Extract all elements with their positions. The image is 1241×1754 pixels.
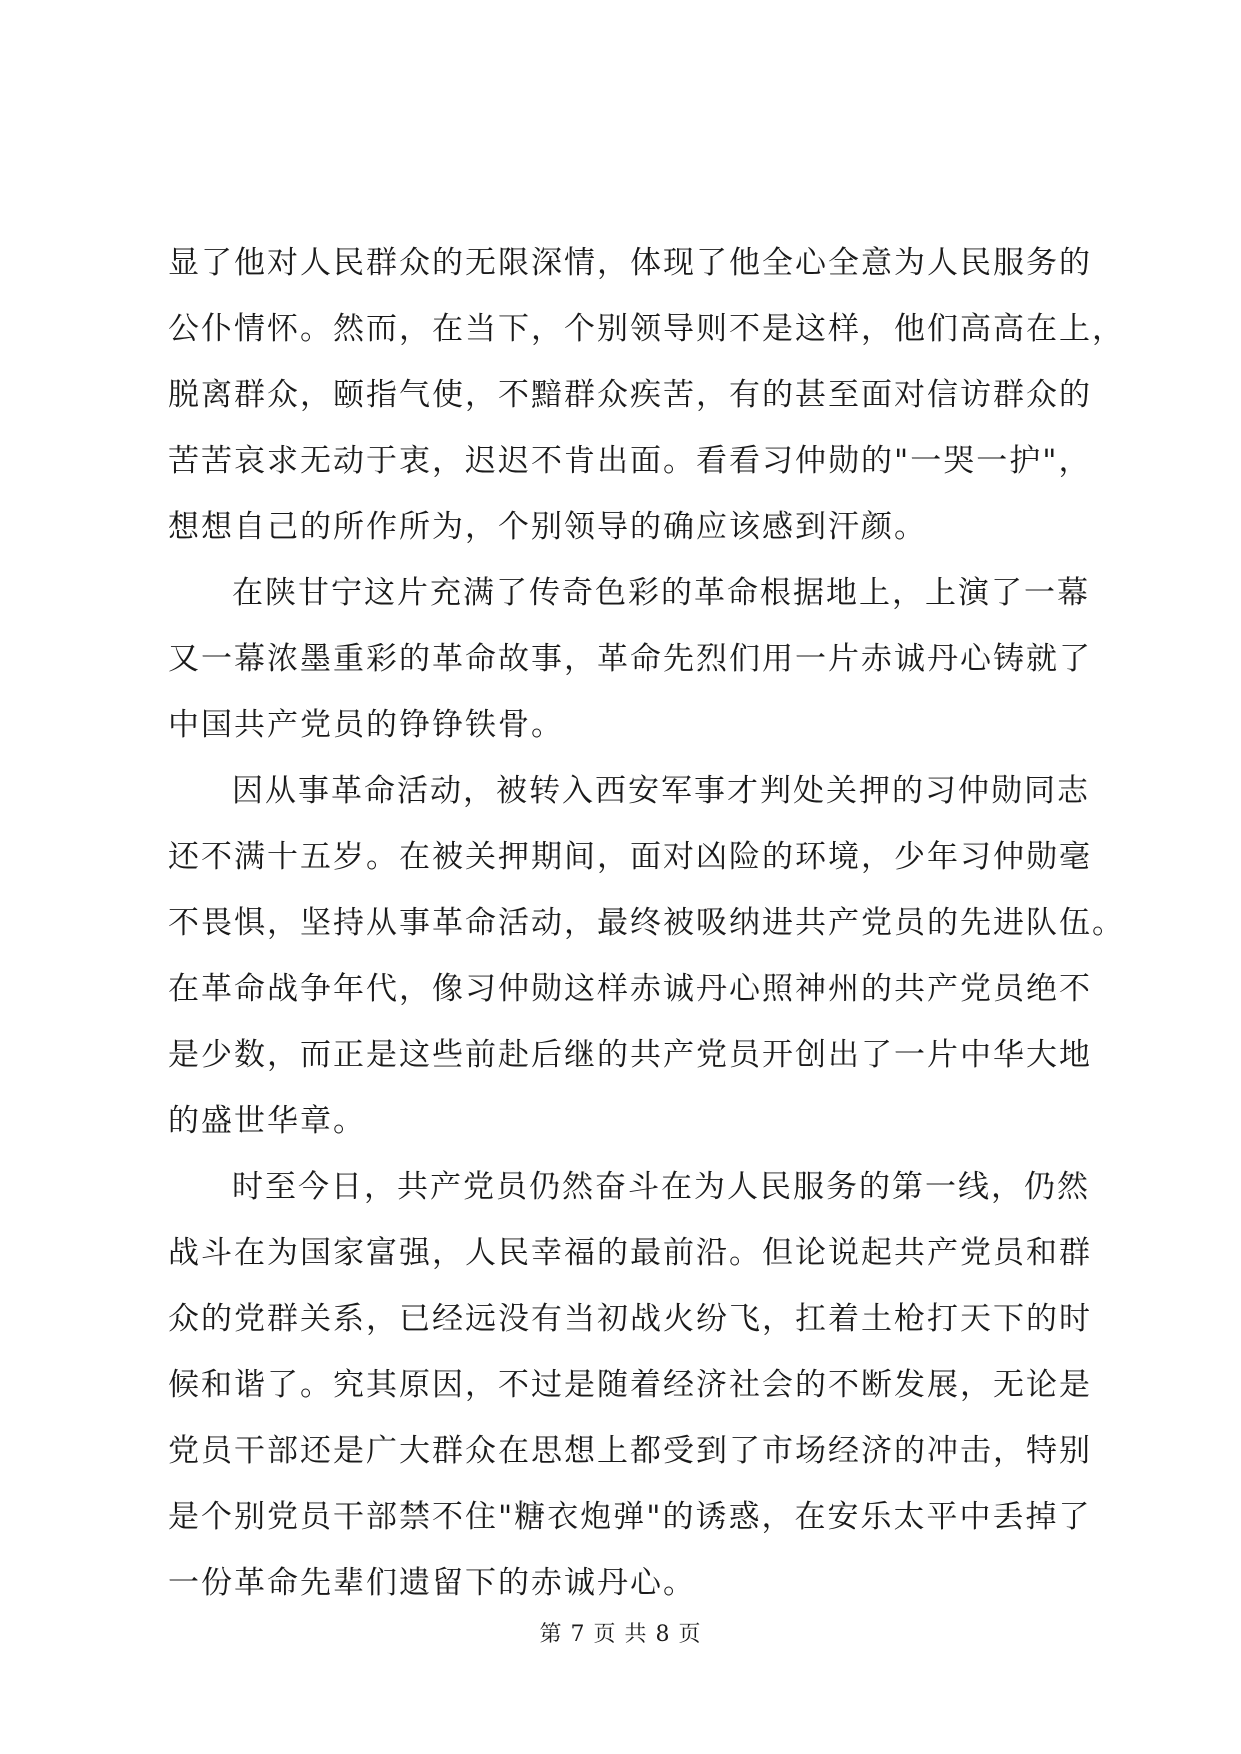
paragraph-1-line-4: 苦苦哀求无动于衷，迟迟不肯出面。看看习仲勋的"一哭一护"， xyxy=(168,443,1092,479)
paragraph-1-line-3: 脱离群众，颐指气使，不黯群众疾苦，有的甚至面对信访群众的 xyxy=(168,377,1092,413)
document-body xyxy=(168,238,1125,1624)
paragraph-3-line-6: 的盛世华章。 xyxy=(168,1103,366,1139)
paragraph-4-line-7: 一份革命先辈们遗留下的赤诚丹心。 xyxy=(168,1565,696,1601)
paragraph-3-line-2: 还不满十五岁。在被关押期间，面对凶险的环境，少年习仲勋毫 xyxy=(168,839,1092,875)
paragraph-4-line-3: 众的党群关系，已经远没有当初战火纷飞，扛着土枪打天下的时 xyxy=(168,1301,1092,1337)
paragraph-3-line-3: 不畏惧，坚持从事革命活动，最终被吸纳进共产党员的先进队伍。 xyxy=(168,905,1125,941)
page-number-footer: 第 7 页 共 8 页 xyxy=(539,1622,702,1647)
paragraph-2-line-1: 在陕甘宁这片充满了传奇色彩的革命根据地上，上演了一幕 xyxy=(232,575,1090,611)
paragraph-1-line-5: 想想自己的所作所为，个别领导的确应该感到汗颜。 xyxy=(168,509,927,545)
paragraph-2-line-2: 又一幕浓墨重彩的革命故事，革命先烈们用一片赤诚丹心铸就了 xyxy=(168,641,1092,677)
paragraph-4-line-4: 候和谐了。究其原因，不过是随着经济社会的不断发展，无论是 xyxy=(168,1367,1092,1403)
paragraph-4-line-2: 战斗在为国家富强，人民幸福的最前沿。但论说起共产党员和群 xyxy=(168,1235,1092,1271)
paragraph-4-line-5: 党员干部还是广大群众在思想上都受到了市场经济的冲击，特别 xyxy=(168,1433,1092,1469)
paragraph-4-line-6: 是个别党员干部禁不住"糖衣炮弹"的诱惑，在安乐太平中丢掉了 xyxy=(168,1499,1092,1535)
paragraph-2-line-3: 中国共产党员的铮铮铁骨。 xyxy=(168,707,564,743)
paragraph-1-line-2: 公仆情怀。然而，在当下，个别领导则不是这样，他们高高在上， xyxy=(168,311,1125,347)
paragraph-3-line-1: 因从事革命活动，被转入西安军事才判处关押的习仲勋同志 xyxy=(232,773,1090,809)
paragraph-3-line-4: 在革命战争年代，像习仲勋这样赤诚丹心照神州的共产党员绝不 xyxy=(168,971,1092,1007)
paragraph-1-line-1: 显了他对人民群众的无限深情，体现了他全心全意为人民服务的 xyxy=(168,245,1092,281)
paragraph-4-line-1: 时至今日，共产党员仍然奋斗在为人民服务的第一线，仍然 xyxy=(232,1169,1090,1205)
paragraph-3-line-5: 是少数，而正是这些前赴后继的共产党员开创出了一片中华大地 xyxy=(168,1037,1092,1073)
